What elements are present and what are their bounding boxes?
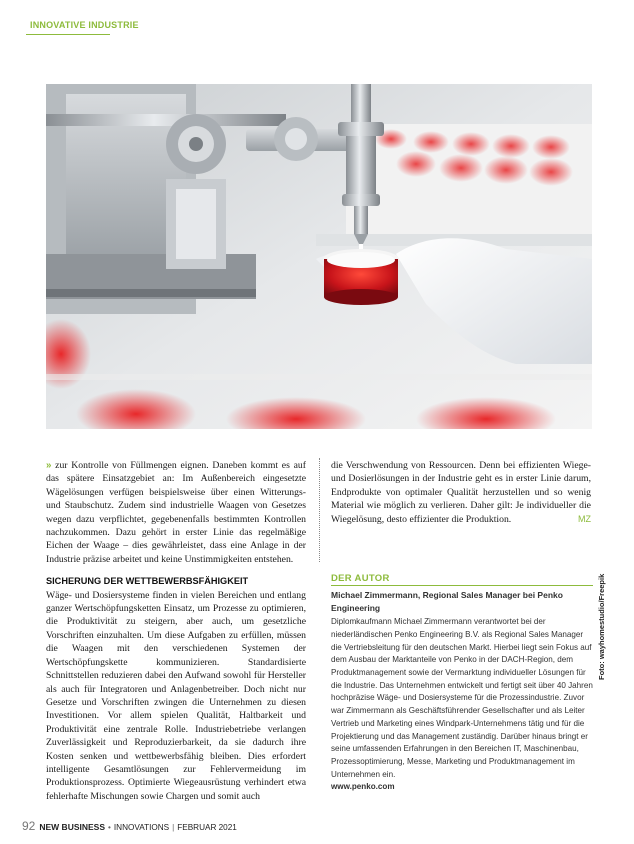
section-rule	[26, 34, 110, 35]
article-column-1	[46, 459, 306, 803]
author-link[interactable]: www.penko.com	[331, 782, 395, 792]
photo-credit: Foto: wayhomestudio/Freepik	[597, 573, 606, 680]
publication-name: NEW BUSINESS	[39, 822, 106, 832]
article-column-2	[331, 459, 591, 526]
subheading: SICHERUNG DER WETTBEWERBSFÄHIGKEIT	[46, 576, 249, 587]
author-name: Michael Zimmermann, Regional Sales Manager bei Penko Engineering	[331, 590, 563, 613]
continuation-marker: »	[46, 460, 52, 471]
paragraph-text: zur Kontrolle von Füllmengen eignen. Daneben kommt es auf das spätere Einsatzgebiet an: Im Außenbereich eingesetzte Wägelösungen verfügen beispielsweise über einen Witterungs- und Staubschutz. Zudem sind industrielle Waagen von Gesetzes wegen dazu verpflichtet, gegebenenfalls bestimmten Kontrollen nachzukommen. Dazu gehört in erster Linie das regelmäßige Eichen der Waage – dies gewährleistet, dass eine Anlage in der Industrie präzise arbeitet und keine Unstimmigkeiten entstehen.	[46, 460, 306, 565]
paragraph-text: die Verschwendung von Ressourcen. Denn bei effizienten Wiege- und Dosierlösungen in der Industrie geht es in erster Linie darum, Endprodukte von optimaler Qualität herzustellen und so wenig Material wie möglich zu verlieren. Daher gilt: Je individueller die Wiegelösung, desto effizienter die Produktion.	[331, 460, 591, 525]
page-footer	[22, 819, 237, 833]
article-paragraph	[46, 459, 306, 566]
column-divider	[319, 458, 320, 562]
author-rule	[331, 585, 593, 586]
footer-divider: |	[172, 823, 175, 832]
author-initials: MZ	[578, 513, 591, 524]
author-bio: Diplomkaufmann Michael Zimmermann verantwortet bei der niederländischen Penko Engineering B.V. als Regional Sales Manager die Vertriebsleitung für den deutschen Markt. Hierbei liegt sein Fokus auf dem Ausbau der Marktanteile von Penko in der DACH-Region, dem Produktmanagement sowie der Vermarktung individueller Lösungen für die Industrie. Das Unternehmen entwickelt und fertigt seit über 40 Jahren hochpräzise Wäge- und Dosiersysteme für die Prozessindustrie. Zuvor war Zimmermann als Geschäftsführender Gesellschafter und als Leiter Vertrieb und Marketing eines Windpark-Unternehmens tätig und für die Projektierung und das Management zuständig. Darüber hinaus bringt er seine umfassenden Erfahrungen in den Bereichen IT, Maschinenbau, Prozessoptimierung, Messe, Marketing und Produktmanagement im Unternehmen ein.	[331, 617, 593, 779]
author-label: DER AUTOR	[331, 573, 390, 584]
author-box	[331, 573, 593, 794]
issue-date: FEBRUAR 2021	[177, 823, 237, 832]
article-photo	[46, 84, 592, 429]
footer-section: INNOVATIONS	[113, 823, 170, 832]
article-paragraph: Wäge- und Dosiersysteme finden in vielen Bereichen und entlang ganzer Wertschöpfungsketten Einsatz, um Prozesse zu optimieren, die Produktivität zu steigern, aber auch, um gesetzliche Vorschriften einzuhalten. Um diese Aufgaben zu erfüllen, müssen die Waagen mit den verschiedenen Systemen der Wertschöpfungskette kommunizieren. Standardisierte Schnittstellen reduzieren dabei den Aufwand sowohl für Hersteller als auch für Integratoren und Anlagenbetreiber. Doch nicht nur Gesetze und Vorschriften zwingen die Unternehmen zu diesen Investitionen. Vor allem spielen Qualität, Haltbarkeit und Produktivität eine zentrale Rolle. Industriebetriebe verlangen Zuverlässigkeit und Reproduzierbarkeit, da sie dadurch ihre Kosten senken und wettbewerbsfähig bleiben. Dies erfordert intelligente Gesamtlösungen zur Fehlervermeidung im Produktionsprozess. Optimierte Wiegeausrüstung verhindert etwa fehlerhafte Mischungen sowie Chargen und somit auch	[46, 589, 306, 802]
article-paragraph	[331, 459, 591, 526]
section-label: INNOVATIVE INDUSTRIE	[30, 20, 139, 30]
page-number: 92	[22, 819, 36, 833]
footer-bullet: •	[108, 823, 111, 832]
